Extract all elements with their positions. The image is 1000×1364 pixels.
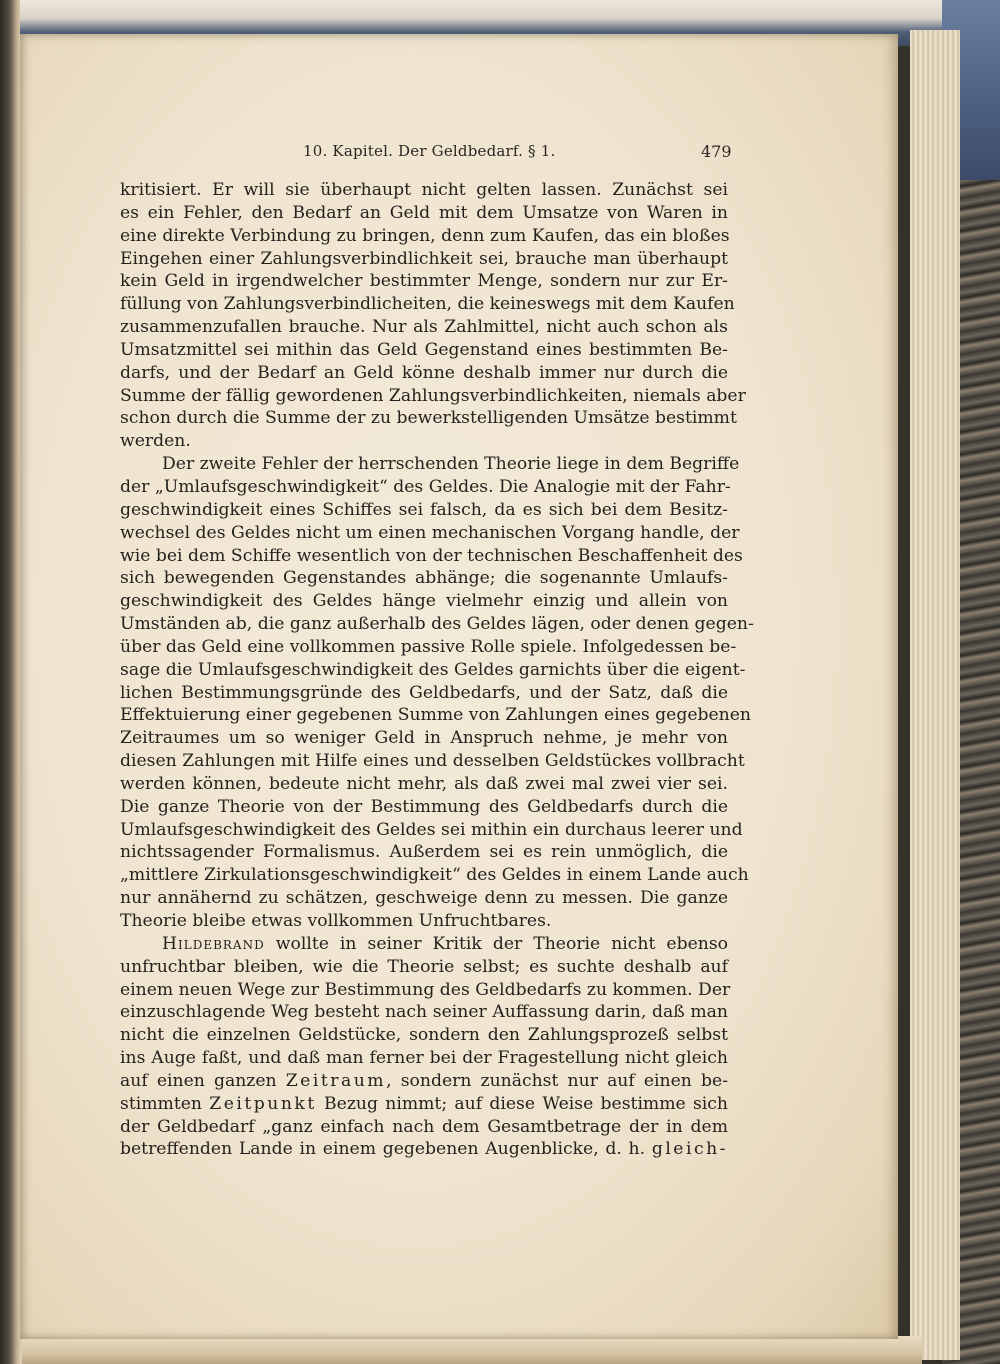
- text-line: [120, 1070, 728, 1093]
- text-line: ins Auge faßt, und daß man ferner bei der Fragestellung nicht gleich: [120, 1048, 728, 1069]
- text-line: kritisiert. Er will sie überhaupt nicht gelten lassen. Zunächst sei: [120, 180, 728, 200]
- text-line: lichen Bestimmungsgründe des Geldbedarfs, und der Satz, daß die: [120, 682, 728, 703]
- text-line: Umständen ab, die ganz außerhalb des Geldes lägen, oder denen gegen-: [120, 614, 754, 635]
- text-fragment: betreffenden Lande in einem gegebenen Augenblicke, d. h.: [120, 1139, 646, 1160]
- text-line: Zeitraumes um so weniger Geld in Anspruch nehme, je mehr von: [120, 728, 728, 749]
- text-line: Umlaufsgeschwindigkeit des Geldes sei mithin ein durchaus leerer und: [120, 819, 743, 840]
- text-line: nichtssagender Formalismus. Außerdem sei es rein unmöglich, die: [120, 842, 728, 863]
- text-line: sage die Umlaufsgeschwindigkeit des Geldes garnichts über die eigent-: [120, 659, 746, 680]
- text-line: wechsel des Geldes nicht um einen mechanischen Vorgang handle, der: [120, 522, 740, 543]
- text-line: schon durch die Summe der zu bewerkstelligenden Umsätze bestimmt: [120, 408, 737, 429]
- chapter-heading: 10. Kapitel. Der Geldbedarf. § 1.: [303, 142, 556, 160]
- text-line: einem neuen Wege zur Bestimmung des Geldbedarfs zu kommen. Der: [120, 979, 731, 1000]
- body-text: [120, 179, 754, 1161]
- text-line: eine direkte Verbindung zu bringen, denn zum Kaufen, das ein bloßes: [120, 225, 730, 246]
- text-line: es ein Fehler, den Bedarf an Geld mit dem Umsatze von Waren in: [120, 202, 728, 223]
- text-fragment: stimmten: [120, 1093, 202, 1114]
- text-line: Eingehen einer Zahlungsverbindlichkeit sei, brauche man überhaupt: [120, 248, 728, 269]
- text-line: Summe der fällig gewordenen Zahlungsverbindlichkeiten, niemals aber: [120, 385, 746, 406]
- text-line: der „Umlaufsgeschwindigkeit“ des Geldes. Die Analogie mit der Fahr-: [120, 476, 731, 497]
- text-fragment: , sondern zunächst nur auf einen be-: [386, 1070, 728, 1091]
- text-line: darfs, und der Bedarf an Geld könne deshalb immer nur durch die: [120, 362, 728, 383]
- emphasis-word: Zeitpunkt: [209, 1093, 317, 1114]
- text-line: diesen Zahlungen mit Hilfe eines und desselben Geldstückes vollbracht: [120, 751, 745, 772]
- text-line: werden können, bedeute nicht mehr, als daß zwei mal zwei vier sei.: [120, 773, 728, 794]
- text-line: geschwindigkeit des Geldes hänge vielmehr einzig und allein von: [120, 591, 728, 612]
- text-line: über das Geld eine vollkommen passive Rolle spiele. Infolgedessen be-: [120, 636, 737, 657]
- text-line: wie bei dem Schiffe wesentlich von der technischen Beschaffenheit des: [120, 545, 743, 566]
- text-line: geschwindigkeit eines Schiffes sei falsch, da es sich bei dem Besitz-: [120, 499, 728, 520]
- book-spine-edge: [0, 0, 22, 1364]
- page-bottom-edge: [22, 1336, 922, 1364]
- text-line: Die ganze Theorie von der Bestimmung des Geldbedarfs durch die: [120, 796, 728, 817]
- text-line: Umsatzmittel sei mithin das Geld Gegenstand eines bestimmten Be-: [120, 339, 728, 360]
- text-line: nicht die einzelnen Geldstücke, sondern den Zahlungsprozeß selbst: [120, 1025, 728, 1046]
- text-fragment: Bezug nimmt; auf diese Weise bestimme sich: [324, 1093, 729, 1114]
- text-line: Theorie bleibe etwas vollkommen Unfruchtbares.: [120, 911, 552, 931]
- text-line: sich bewegenden Gegenstandes abhänge; die sogenannte Umlaufs-: [120, 568, 728, 589]
- running-head: [0, 142, 1000, 166]
- text-fragment: wollte in seiner Kritik der Theorie nicht ebenso: [275, 933, 729, 954]
- text-line: [120, 1138, 728, 1161]
- text-line: „mittlere Zirkulationsgeschwindigkeit“ des Geldes in einem Lande auch: [120, 865, 749, 886]
- emphasis-word: gleich-: [651, 1139, 728, 1160]
- text-line: nur annähernd zu schätzen, geschweige denn zu messen. Die ganze: [120, 888, 728, 909]
- text-line: füllung von Zahlungsverbindlicheiten, die keineswegs mit dem Kaufen: [120, 294, 735, 315]
- paragraph-start-line: [120, 933, 728, 956]
- text-line: werden.: [120, 431, 191, 452]
- text-line: Effektuierung einer gegebenen Summe von Zahlungen eines gegebenen: [120, 705, 751, 726]
- text-line: einzuschlagende Weg besteht nach seiner Auffassung darin, daß man: [120, 1002, 728, 1023]
- text-line: kein Geld in irgendwelcher bestimmter Menge, sondern nur zur Er-: [120, 271, 728, 292]
- text-line: der Geldbedarf „ganz einfach nach dem Gesamtbetrage der in dem: [120, 1116, 728, 1137]
- author-name: Hildebrand: [162, 933, 265, 954]
- text-line: zusammenzufallen brauche. Nur als Zahlmittel, nicht auch schon als: [120, 317, 728, 338]
- text-line: unfruchtbar bleiben, wie die Theorie selbst; es suchte deshalb auf: [120, 956, 728, 977]
- paragraph-start-line: Der zweite Fehler der herrschenden Theorie liege in dem Begriffe: [162, 454, 740, 475]
- page-number: 479: [701, 142, 732, 161]
- page-edges-stack: [910, 30, 960, 1360]
- text-fragment: auf einen ganzen: [120, 1070, 277, 1091]
- text-line: [120, 1093, 728, 1116]
- emphasis-word: Zeitraum: [285, 1070, 387, 1091]
